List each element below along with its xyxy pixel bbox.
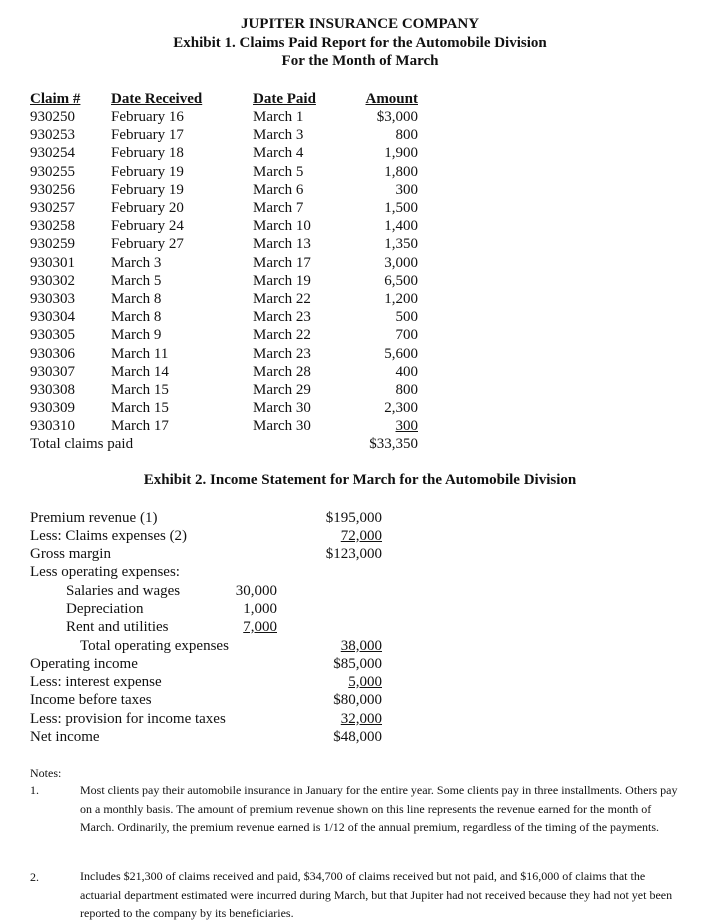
income-taxes-value: 32,000 [340,711,382,727]
claim-number-cell: 930304 [30,309,75,326]
claim-number-cell: 930259 [30,236,75,253]
amount-cell: 300 [395,418,418,435]
amount-cell: 1,800 [384,163,418,180]
date-paid-cell: March 1 [253,109,304,125]
date-received-cell: March 8 [111,291,162,307]
note-2-text: Includes $21,300 of claims received and paid, $34,700 of claims received but not paid, and $16,000 of claims that the actuarial department estimated were incurred during March, but that Jupiter had not received because they had not yet been reported to the company by its beneficiaries. [80,869,673,920]
amount-cell: 700 [395,327,418,344]
gross-margin-value: $123,000 [325,546,382,562]
date-received-cell: February 20 [111,200,184,216]
notes-title: Notes: [30,766,62,780]
salaries-value: 30,000 [235,583,277,599]
date-paid-cell: March 23 [253,309,311,326]
col-claim-header: Claim # [30,91,81,107]
date-received-cell: March 5 [111,272,162,289]
amount-cell: 800 [395,382,418,398]
claim-number-cell: 930303 [30,291,75,307]
date-paid-cell: March 29 [253,382,311,398]
date-paid-cell: March 7 [253,200,304,216]
income-taxes-label: Less: provision for income taxes [30,711,226,727]
claim-number-cell: 930253 [30,127,75,144]
amount-cell: 1,200 [384,291,418,307]
date-paid-cell: March 3 [253,127,304,144]
date-received-cell: March 14 [111,363,169,380]
operating-expenses-label: Less operating expenses: [30,564,180,580]
total-operating-label: Total operating expenses [80,638,229,654]
date-paid-cell: March 30 [253,418,311,435]
amount-cell: 800 [395,127,418,144]
date-received-cell: March 15 [111,400,169,417]
claim-number-cell: 930305 [30,327,75,344]
date-paid-cell: March 19 [253,272,311,289]
amount-cell: 300 [395,181,418,198]
claim-number-cell: 930307 [30,363,75,380]
gross-margin-label: Gross margin [30,546,111,562]
amount-cell: 400 [395,363,418,380]
total-operating-value: 38,000 [340,638,382,654]
claim-number-cell: 930306 [30,345,75,362]
depreciation-label: Depreciation [66,601,144,617]
depreciation-value: 1,000 [243,601,277,617]
amount-cell: 500 [395,309,418,326]
date-paid-cell: March 13 [253,236,311,253]
total-claims-label: Total claims paid [30,436,134,452]
date-received-cell: March 11 [111,345,169,362]
claim-number-cell: 930309 [30,400,75,417]
operating-income-value: $85,000 [333,656,382,672]
rent-value: 7,000 [243,619,277,635]
amount-cell: 2,300 [384,400,418,417]
amount-cell: 5,600 [384,345,418,362]
date-paid-cell: March 6 [253,181,304,198]
date-received-cell: February 17 [111,127,184,144]
date-paid-cell: March 23 [253,345,311,362]
claims-expenses-label: Less: Claims expenses (2) [30,528,188,544]
date-received-cell: March 15 [111,382,169,398]
amount-cell: 6,500 [384,272,418,289]
amount-cell: 1,350 [384,236,418,253]
exhibit2-title: Exhibit 2. Income Statement for March for the Automobile Division [143,472,577,488]
date-received-cell: March 8 [111,309,162,326]
date-received-cell: February 19 [111,181,184,198]
amount-cell: 3,000 [384,254,418,271]
amount-cell: 1,900 [384,145,418,162]
premium-revenue-label: Premium revenue (1) [30,510,158,526]
note-1-number: 1. [30,783,39,797]
salaries-label: Salaries and wages [66,583,181,599]
company-title: JUPITER INSURANCE COMPANY [240,16,480,32]
col-date-received-header: Date Received [111,91,203,107]
claim-number-cell: 930256 [30,181,75,198]
claim-number-cell: 930310 [30,418,75,435]
claims-expenses-value: 72,000 [340,528,382,544]
date-paid-cell: March 17 [253,254,311,271]
date-paid-cell: March 5 [253,163,304,180]
date-received-cell: February 19 [111,163,184,180]
date-received-cell: March 3 [111,254,162,271]
claim-number-cell: 930257 [30,200,75,216]
operating-income-label: Operating income [30,656,138,672]
date-received-cell: February 18 [111,145,184,162]
amount-cell: $3,000 [376,109,418,125]
date-received-cell: March 9 [111,327,162,344]
income-before-taxes-value: $80,000 [333,692,382,708]
interest-expense-label: Less: interest expense [30,674,162,690]
date-received-cell: March 17 [111,418,169,435]
amount-cell: 1,500 [384,200,418,216]
date-received-cell: February 16 [111,109,184,125]
claim-number-cell: 930302 [30,272,75,289]
claim-number-cell: 930258 [30,218,75,235]
date-paid-cell: March 28 [253,363,311,380]
rent-label: Rent and utilities [66,619,169,635]
col-date-paid-header: Date Paid [253,91,316,107]
note-2-number: 2. [30,870,39,884]
note-1-text: Most clients pay their automobile insurance in January for the entire year. Some clients pay in three installments. Others pay on a monthly basis. The amount of premium revenue shown on this line represents the revenue earned for the month of March. Ordinarily, the premium revenue earned is 1/12 of the annual premium, regardless of the timing of the payments. [80,783,678,834]
claim-number-cell: 930308 [30,382,75,398]
amount-cell: 1,400 [384,218,418,235]
date-paid-cell: March 22 [253,327,311,344]
income-before-taxes-label: Income before taxes [30,692,152,708]
date-paid-cell: March 4 [253,145,304,162]
premium-revenue-value: $195,000 [325,510,382,526]
report-period: For the Month of March [281,53,439,69]
claim-number-cell: 930250 [30,109,75,125]
claim-number-cell: 930255 [30,163,75,180]
total-claims-value: $33,350 [369,436,418,452]
date-received-cell: February 24 [111,218,184,235]
claim-number-cell: 930301 [30,254,75,271]
claim-number-cell: 930254 [30,145,75,162]
net-income-label: Net income [30,729,100,745]
exhibit1-title: Exhibit 1. Claims Paid Report for the Automobile Division [173,35,547,51]
date-paid-cell: March 30 [253,400,311,417]
net-income-value: $48,000 [333,729,382,745]
col-amount-header: Amount [365,91,418,107]
date-paid-cell: March 10 [253,218,311,235]
date-received-cell: February 27 [111,236,184,253]
interest-expense-value: 5,000 [348,674,382,690]
date-paid-cell: March 22 [253,291,311,307]
